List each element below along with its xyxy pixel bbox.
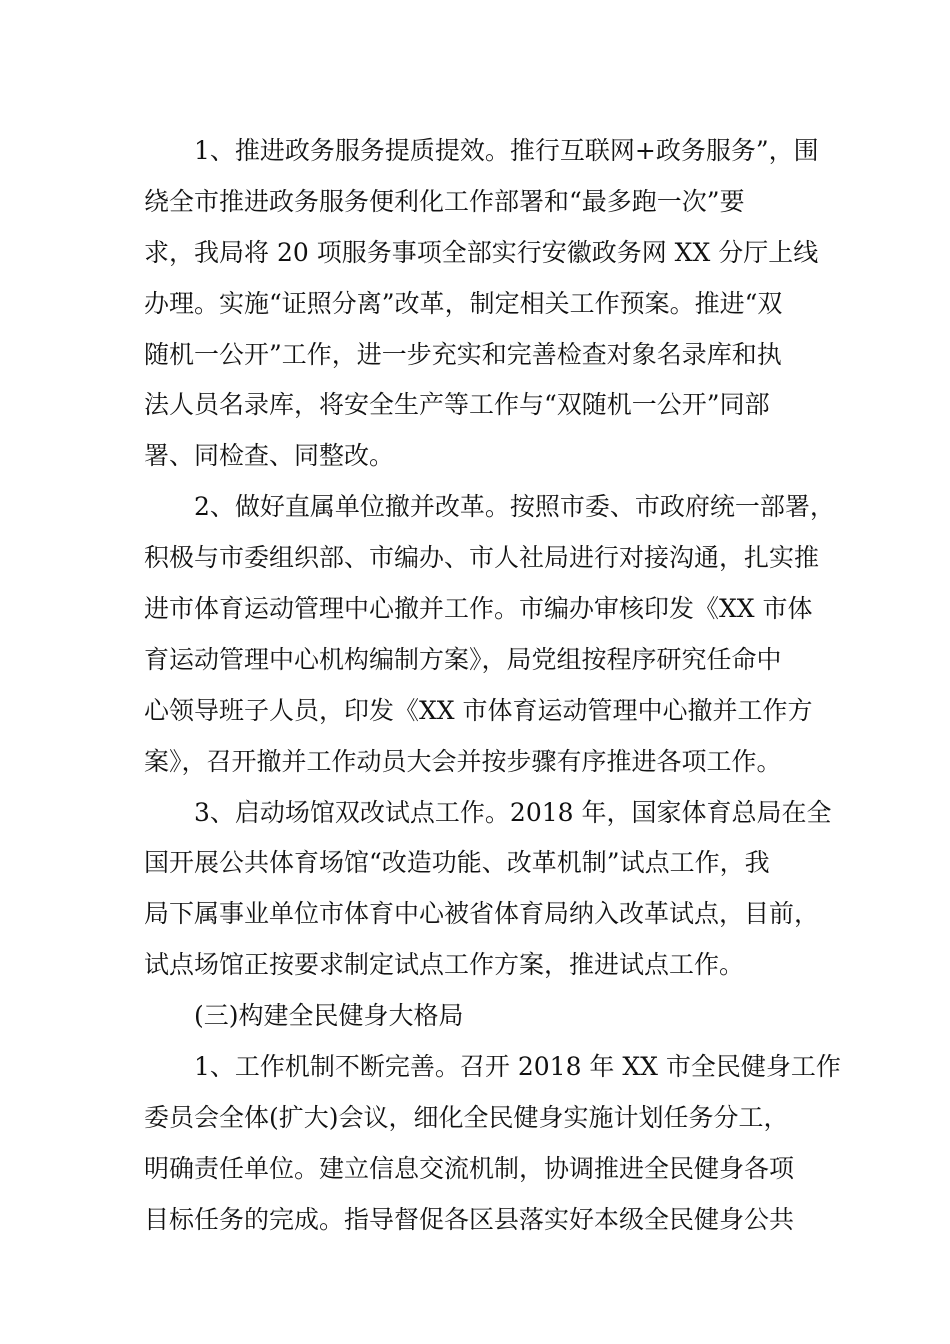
text-line: 育运动管理中心机构编制方案》，局党组按程序研究任命中 xyxy=(144,644,782,674)
text-line: 绕全市推进政务服务便利化工作部署和“最多跑一次”要 xyxy=(144,186,745,216)
text-line: 明确责任单位。建立信息交流机制，协调推进全民健身各项 xyxy=(144,1153,795,1183)
text-line: 局下属事业单位市体育中心被省体育局纳入改革试点，目前， xyxy=(144,899,820,929)
text-line: 2、做好直属单位撤并改革。按照市委、市政府统一部署， xyxy=(144,492,835,522)
text-line: 办理。实施“证照分离”改革，制定相关工作预案。推进“双 xyxy=(144,288,783,318)
text-line: 委员会全体(扩大)会议，细化全民健身实施计划任务分工， xyxy=(144,1102,789,1132)
text-line: 1、工作机制不断完善。召开 2018 年 XX 市全民健身工作 xyxy=(144,1052,841,1082)
section-heading: (三)构建全民健身大格局 xyxy=(144,1001,464,1031)
text-line: 国开展公共体育场馆“改造功能、改革机制”试点工作，我 xyxy=(144,848,770,878)
text-line: 1、推进政务服务提质提效。推行互联网+政务服务”，围 xyxy=(144,136,819,165)
text-line: 署、同检查、同整改。 xyxy=(144,441,395,471)
text-line: 随机一公开”工作，进一步充实和完善检查对象名录库和执 xyxy=(144,339,782,369)
text-line: 试点场馆正按要求制定试点工作方案，推进试点工作。 xyxy=(144,950,745,980)
text-line: 案》，召开撤并工作动员大会并按步骤有序推进各项工作。 xyxy=(144,746,782,776)
text-line: 目标任务的完成。指导督促各区县落实好本级全民健身公共 xyxy=(144,1204,795,1234)
body-text xyxy=(144,126,841,1246)
text-line: 积极与市委组织部、市编办、市人社局进行对接沟通，扎实推 xyxy=(144,543,820,573)
text-line: 进市体育运动管理中心撤并工作。市编办审核印发《XX 市体 xyxy=(144,594,813,624)
text-line: 法人员名录库，将安全生产等工作与“双随机一公开”同部 xyxy=(144,390,770,420)
text-line: 心领导班子人员，印发《XX 市体育运动管理中心撤并工作方 xyxy=(144,695,813,725)
text-line: 3、启动场馆双改试点工作。2018 年，国家体育总局在全 xyxy=(144,797,832,827)
text-line: 求，我局将 20 项服务事项全部实行安徽政务网 XX 分厅上线 xyxy=(144,237,819,267)
